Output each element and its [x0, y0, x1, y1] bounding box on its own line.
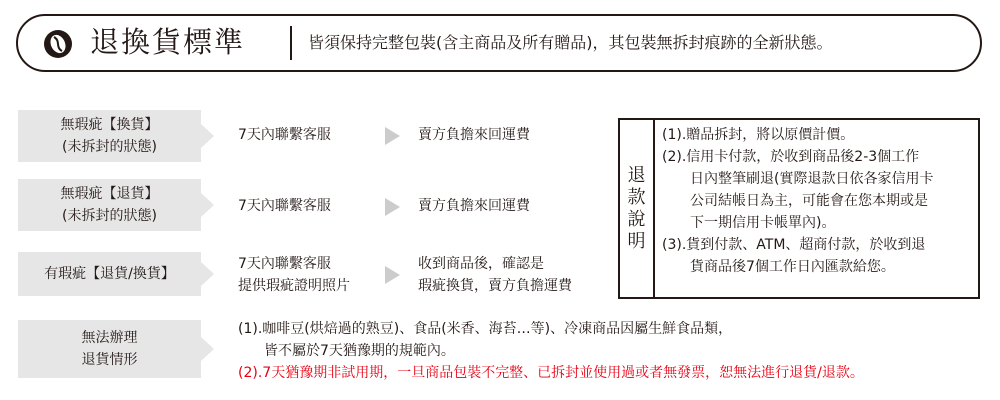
refund-line: 下一期信用卡帳單內)。: [690, 215, 836, 231]
row-step2: 瑕疵換貨，賣方負擔運費: [418, 278, 572, 294]
refund-line: (3).貨到付款、ATM、超商付款，於收到退: [662, 237, 926, 253]
row-label-defective: [18, 252, 201, 296]
refund-heading: [620, 120, 655, 297]
row-step1: 7天內聯繫客服: [238, 256, 331, 272]
refund-body: [662, 124, 978, 278]
header-divider: [290, 26, 292, 60]
refund-line: 貨商品後7個工作日內匯款給您。: [690, 259, 895, 275]
row-step1: 7天內聯繫客服: [238, 127, 331, 143]
standards-header: [16, 14, 982, 72]
arrow-icon: [385, 266, 400, 284]
row-step2: 賣方負擔來回運費: [418, 127, 530, 143]
refund-heading-char: 款: [627, 186, 646, 208]
refund-line: (1).贈品拆封，將以原價計價。: [662, 127, 855, 143]
row-step1: 7天內聯繫客服: [238, 198, 331, 214]
row-label-line: 無瑕疵【換貨】: [60, 117, 159, 133]
row-label-exchange-no-defect: [18, 110, 201, 162]
row-step2: 收到商品後，確認是: [418, 256, 544, 272]
row-label-line: 無法辦理: [81, 330, 138, 346]
row-label-return-no-defect: [18, 179, 201, 231]
refund-line: 日內整筆刷退(實際退款日依各家信用卡: [690, 171, 934, 187]
page-title: 退換貨標準: [90, 25, 246, 59]
arrow-icon: [385, 127, 400, 145]
refund-heading-char: 說: [627, 208, 646, 230]
row-step1: 提供瑕疵證明照片: [238, 278, 350, 294]
non-returnable-note: 皆不屬於7天猶豫期的規範內。: [264, 343, 455, 359]
refund-heading-char: 退: [627, 164, 646, 186]
header-description: 皆須保持完整包裝(含主商品及所有贈品)，其包裝無拆封痕跡的全新狀態。: [308, 33, 833, 52]
row-label-line: 無瑕疵【退貨】: [60, 186, 159, 202]
refund-line: 公司結帳日為主，可能會在您本期或是: [690, 193, 928, 209]
arrow-icon: [385, 198, 400, 216]
refund-heading-char: 明: [627, 230, 646, 252]
non-returnable-note: (1).咖啡豆(烘焙過的熟豆)、食品(米香、海苔…等)、冷凍商品因屬生鮮食品類，: [238, 321, 733, 337]
row-label-line: 有瑕疵【退貨/換貨】: [44, 266, 175, 282]
row-label-line: 退貨情形: [81, 352, 138, 368]
row-label-not-returnable: [18, 320, 201, 378]
row-step2: 賣方負擔來回運費: [418, 198, 530, 214]
row-label-line: (未拆封的狀態): [62, 139, 157, 155]
refund-line: (2).信用卡付款，於收到商品後2-3個工作: [662, 149, 920, 165]
trial-period-warning: (2).7天猶豫期非試用期，一旦商品包裝不完整、已拆封並使用過或者無發票，恕無法進行退貨/退款。: [238, 365, 864, 381]
coffee-bean-icon: [43, 29, 73, 59]
refund-explanation-box: [618, 118, 980, 299]
row-label-line: (未拆封的狀態): [62, 208, 157, 224]
